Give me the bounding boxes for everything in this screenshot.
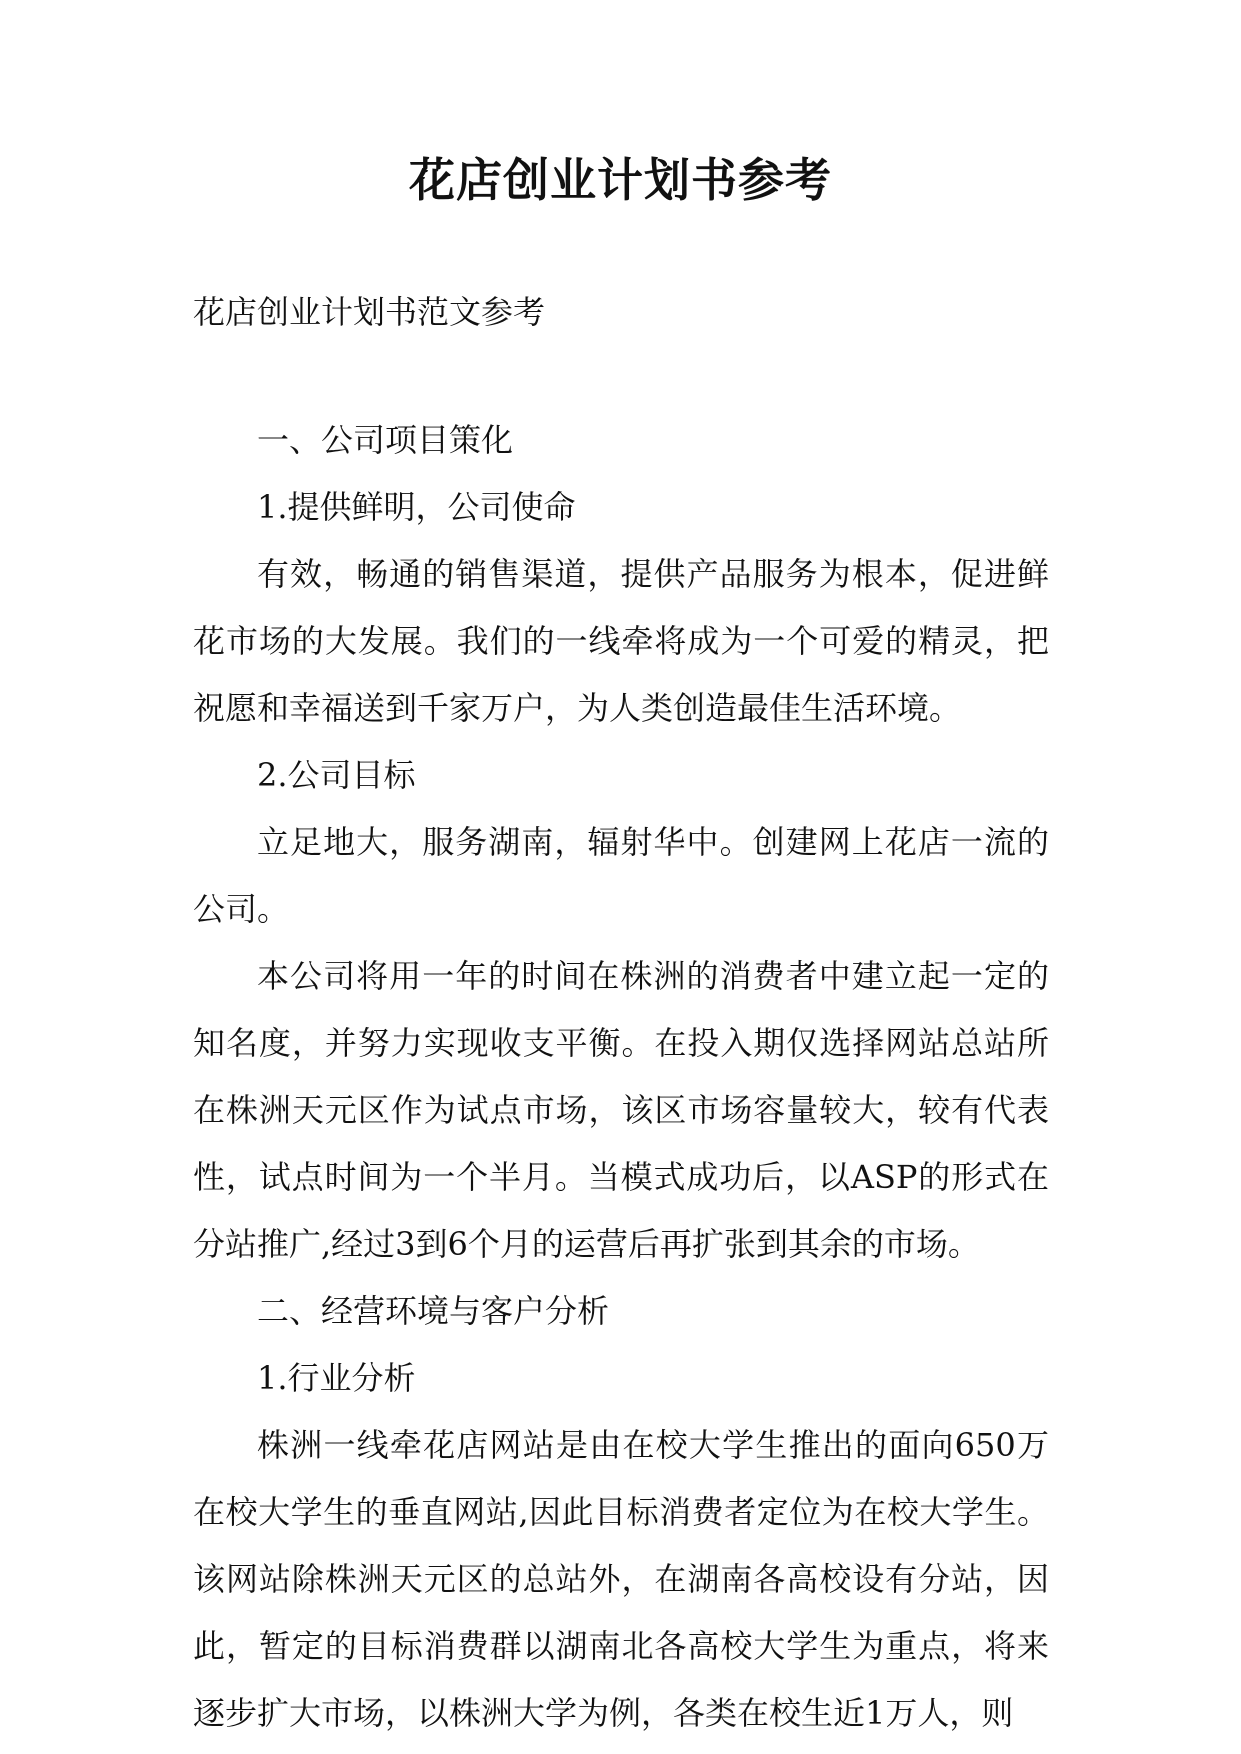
subheading-mission: 1.提供鲜明，公司使命 — [257, 488, 576, 526]
subheading-industry: 1.行业分析 — [257, 1359, 416, 1397]
paragraph-plan: 本公司将用一年的时间在株洲的消费者中建立起一定的知名度，并努力实现收支平衡。在投入期仅选择网站总站所在株洲天元区作为试点市场，该区市场容量较大，较有代表性，试点时间为一个半月。当模式成功后，以ASP的形式在分站推广,经过3到6个月的运营后再扩张到其余的市场。 — [193, 957, 1049, 1263]
paragraph-industry: 株洲一线牵花店网站是由在校大学生推出的面向650万在校大学生的垂直网站,因此目标消费者定位为在校大学生。该网站除株洲天元区的总站外，在湖南各高校设有分站，因此，暂定的目标消费群以湖南北各高校大学生为重点，将来逐步扩大市场，以株洲大学为例，各类在校生近1万人，则 — [193, 1426, 1049, 1732]
document-body — [193, 407, 1049, 1747]
document-subtitle: 花店创业计划书范文参考 — [193, 293, 546, 331]
paragraph-goals: 立足地大，服务湖南，辐射华中。创建网上花店一流的公司。 — [193, 823, 1049, 928]
section-heading-environment: 二、经营环境与客户分析 — [257, 1292, 610, 1330]
subheading-goals: 2.公司目标 — [257, 756, 416, 794]
document-title: 花店创业计划书参考 — [409, 153, 832, 207]
section-heading-company-planning: 一、公司项目策化 — [257, 421, 514, 459]
paragraph-mission: 有效，畅通的销售渠道，提供产品服务为根本，促进鲜花市场的大发展。我们的一线牵将成为一个可爱的精灵，把祝愿和幸福送到千家万户，为人类创造最佳生活环境。 — [193, 555, 1049, 727]
